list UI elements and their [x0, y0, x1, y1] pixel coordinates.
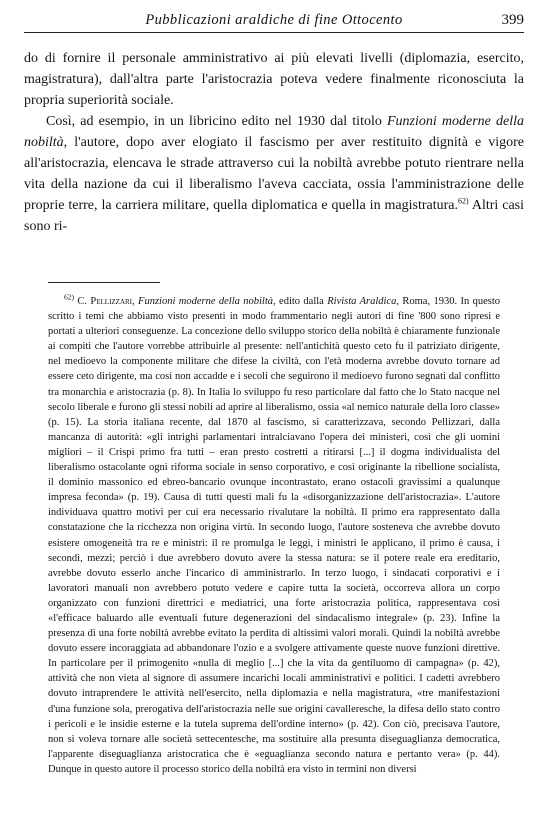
paragraph-2-text-b: , l'autore, dopo aver elogiato il fascismo per aver restituito dignità e vigore all'aristocrazia, elencava le strade attraverso cui la nobiltà avrebbe potuto rientrare nella vita della nazione da cui il liberalismo l'aveva cacciata, ossia l'amministrazione delle proprie terre, la carriera militare, quella diplomatica e quella in magistratura. — [24, 135, 524, 213]
running-title: Pubblicazioni araldiche di fine Ottocento — [145, 12, 403, 28]
footnote-62 — [48, 294, 500, 777]
footnote-title: Funzioni moderne della nobiltà — [138, 296, 274, 307]
paragraph-2-text-c: Altri casi sono ri- — [24, 198, 524, 234]
footnote-mark: 62) — [64, 292, 74, 302]
footnote-reference: 62) — [458, 196, 469, 206]
book-title-ref: Funzioni moderne della nobiltà — [24, 114, 524, 150]
footnote-separator — [48, 282, 160, 283]
footnote-journal: Rivista Araldica — [327, 296, 397, 307]
main-text — [24, 48, 524, 237]
footnote-author: C. Pellizzari, — [77, 296, 135, 307]
footnote-paragraph — [48, 294, 500, 777]
footnote-text: , Roma, 1930. In questo scritto i temi che abbiamo visto presenti in modo frammentario negli autori di fine '800 sono ripresi e portati a ulteriori conseguenze. La concezione dello sviluppo storico della nobiltà è chiaramente funzionale ai compiti che l'autore vorrebbe attribuirle al presente: nell'antichità questo ceto fu il patriziato dirigente, nel medioevo la componente militare che difese la civiltà, con l'età moderna avrebbe dovuto tornare ad essere ceto dirigente, ma così non accadde e i secoli che seguirono il medioevo furono segnati dal conflitto tra monarchia e aristocrazia (p. 8). In Italia lo sviluppo fu reso particolare dal fatto che lo Stato nacque nel secolo liberale e furono gli stessi nobili ad aprire al liberalismo, ossia «al nemico naturale della loro classe» (p. 15). La storia italiana recente, dal 1870 al fascismo, si caratterizzava, secondo Pellizzari, dalla mancanza di autorità: «gli intrighi parlamentari intralciavano l'opera dei ministeri, così che gli uomini migliori – il Crispi primo fra tutti – eran presto costretti a ritirarsi [...] il dogma individualista del liberalismo ostacolante ogni riforma sociale in senso corporativo, e così originante la ribellione socialista, il dominio massonico ed ebreo-bancario ovunque incontrastato, erano ostacoli gravissimi a qualunque impresa feconda» (p. 19). Causa di tutti questi mali fu la «disorganizzazione dell'aristocrazia». L'autore individuava quattro motivi per cui era necessario rivalutare la nobiltà. Il primo era rappresentato dalla constatazione che la ricchezza non origina virtù. In secondo luogo, l'autore sosteneva che avrebbe dovuto esistere omogeneità tra re e ministri: il re promulga le leggi, i ministri le applicano, il primo è causa, i secondi, mezzi; perciò i due avrebbero dovuto avere la stessa natura: se il potere reale era ereditario, avrebbe dovuto esserlo anche l'incarico di amministrarlo. In terzo luogo, i sindacati corporativi e i lavoratori manuali non avrebbero potuto vedere e capire tutta la società, occorreva allora un corpo organizzato con funzioni direttrici e mediatrici, una forte aristocrazia politica, rappresentava così «l'efficace baluardo alle eventuali future degenerazioni del sindacalismo integrale» (p. 23). Infine la presenza di una forte nobiltà avrebbe evitato la perdita di altissimi valori morali. Quindi la nobiltà avrebbe dovuto essere incoraggiata ad abbandonare l'ozio e a svolgere attivamente queste nuove funzioni direttive. In particolare per il primogenito «nulla di meglio [...] che la vita da gentiluomo di campagna» (p. 42), attività che non vieta al signore di assumere incarichi locali amministrativi e politici. I cadetti avrebbero dovuto intraprendere le attività nell'esercito, nella diplomazia e nella magistratura, «tre manifestazioni d'una funzione sola, prerogativa dell'aristocrazia nelle sue origini cavalleresche, la difesa dello stato contro i pericoli e le insidie esterne e la tutela suprema dell'ordine interno» (p. 42). Con ciò, precisava l'autore, non si voleva tornare alle società settecentesche, ma sostituire alla presunta diseguaglianza democratica, l'apparente diseguaglianza aristocratica che è «eguaglianza secondo natura e pertanto vera» (p. 44). Dunque in questo autore il processo storico della nobiltà era visto in termini non diversi — [48, 296, 501, 775]
paragraph-2-text-a: Così, ad esempio, in un libricino edito nel 1930 dal titolo — [46, 114, 387, 129]
paragraph-1: do di fornire il personale amministrativo ai più elevati livelli (diplomazia, esercito, magistratura), dall'altra parte l'aristocrazia poteva vedere finalmente riconosciuta la propria superiorità sociale. — [24, 51, 524, 108]
running-head — [24, 8, 524, 33]
page-number: 399 — [501, 12, 524, 28]
footnote-mid: , edito dalla — [273, 296, 328, 307]
paragraph-2 — [24, 111, 524, 237]
